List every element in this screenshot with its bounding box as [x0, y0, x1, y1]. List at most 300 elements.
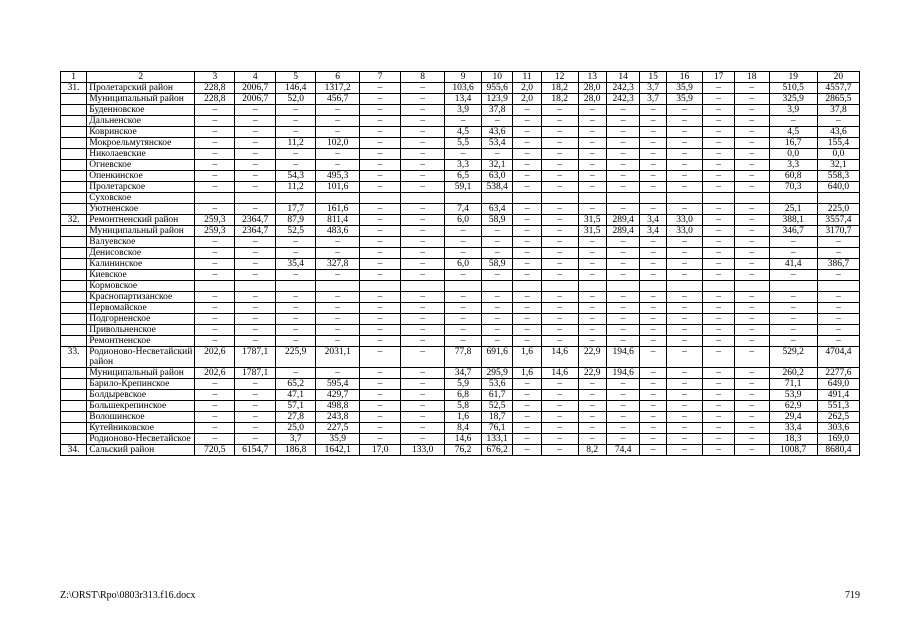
- row-name: Родионово-Несветайское: [87, 434, 195, 445]
- table-cell: –: [541, 226, 578, 237]
- row-number: [61, 368, 87, 379]
- table-cell: 186,8: [276, 445, 316, 456]
- table-cell: –: [481, 270, 512, 281]
- table-cell: –: [640, 138, 666, 149]
- row-number: 34.: [61, 445, 87, 456]
- table-cell: –: [235, 390, 276, 401]
- table-cell: –: [703, 412, 734, 423]
- table-cell: –: [666, 445, 703, 456]
- table-cell: –: [703, 325, 734, 336]
- table-cell: –: [606, 401, 640, 412]
- table-cell: [817, 193, 859, 204]
- table-cell: 1317,2: [316, 83, 360, 94]
- table-cell: –: [666, 292, 703, 303]
- row-number: [61, 292, 87, 303]
- table-cell: –: [703, 215, 734, 226]
- table-cell: –: [541, 138, 578, 149]
- table-cell: [360, 281, 401, 292]
- row-name: Привольненское: [87, 325, 195, 336]
- table-row: [61, 160, 860, 171]
- row-name: Суховское: [87, 193, 195, 204]
- data-table: [60, 71, 860, 456]
- column-header: 11: [513, 72, 541, 83]
- row-number: [61, 401, 87, 412]
- table-cell: –: [734, 127, 769, 138]
- table-cell: –: [401, 204, 445, 215]
- table-cell: –: [195, 292, 235, 303]
- table-cell: –: [235, 116, 276, 127]
- table-row: [61, 336, 860, 347]
- table-cell: 0,0: [817, 149, 859, 160]
- table-cell: [445, 193, 482, 204]
- table-cell: –: [541, 149, 578, 160]
- table-cell: –: [769, 116, 817, 127]
- table-cell: [481, 281, 512, 292]
- column-header: 19: [769, 72, 817, 83]
- table-cell: –: [195, 423, 235, 434]
- row-name: Большекрепинское: [87, 401, 195, 412]
- table-cell: –: [666, 204, 703, 215]
- table-cell: 1,6: [513, 347, 541, 368]
- column-header: 15: [640, 72, 666, 83]
- table-cell: –: [606, 160, 640, 171]
- table-cell: –: [401, 215, 445, 226]
- table-cell: 3,3: [445, 160, 482, 171]
- table-cell: 11,2: [276, 182, 316, 193]
- table-cell: 53,6: [481, 379, 512, 390]
- table-cell: 63,0: [481, 171, 512, 182]
- table-cell: –: [640, 325, 666, 336]
- table-cell: 2364,7: [235, 215, 276, 226]
- row-number: [61, 423, 87, 434]
- row-name: Подгорненское: [87, 314, 195, 325]
- table-cell: –: [703, 423, 734, 434]
- table-cell: 53,4: [481, 138, 512, 149]
- header-row: [61, 72, 860, 83]
- table-cell: –: [541, 215, 578, 226]
- table-row: [61, 434, 860, 445]
- table-cell: 35,9: [666, 83, 703, 94]
- table-cell: –: [513, 226, 541, 237]
- table-cell: –: [666, 138, 703, 149]
- table-row: [61, 105, 860, 116]
- table-cell: –: [360, 325, 401, 336]
- table-cell: –: [703, 303, 734, 314]
- table-cell: 242,3: [606, 83, 640, 94]
- table-cell: –: [640, 336, 666, 347]
- table-cell: [541, 193, 578, 204]
- table-cell: 483,6: [316, 226, 360, 237]
- table-cell: –: [360, 401, 401, 412]
- table-cell: 102,0: [316, 138, 360, 149]
- table-row: [61, 259, 860, 270]
- table-cell: –: [360, 204, 401, 215]
- table-cell: –: [703, 83, 734, 94]
- table-cell: 194,6: [606, 368, 640, 379]
- table-cell: –: [578, 336, 606, 347]
- table-cell: –: [276, 270, 316, 281]
- table-cell: –: [401, 171, 445, 182]
- column-header: 8: [401, 72, 445, 83]
- table-cell: –: [235, 379, 276, 390]
- table-cell: –: [734, 347, 769, 368]
- table-cell: –: [401, 138, 445, 149]
- table-cell: 7,4: [445, 204, 482, 215]
- row-number: [61, 204, 87, 215]
- table-cell: –: [360, 336, 401, 347]
- table-cell: –: [316, 325, 360, 336]
- table-cell: 37,8: [481, 105, 512, 116]
- table-cell: –: [734, 160, 769, 171]
- table-cell: –: [734, 171, 769, 182]
- table-cell: –: [401, 368, 445, 379]
- table-cell: 194,6: [606, 347, 640, 368]
- row-name: Мокроельмутянское: [87, 138, 195, 149]
- row-name: Барило-Крепинское: [87, 379, 195, 390]
- table-cell: –: [703, 138, 734, 149]
- table-row: [61, 171, 860, 182]
- table-cell: –: [606, 292, 640, 303]
- table-cell: –: [666, 259, 703, 270]
- table-cell: 25,1: [769, 204, 817, 215]
- row-name: Дальненское: [87, 116, 195, 127]
- table-cell: –: [195, 303, 235, 314]
- table-cell: –: [401, 160, 445, 171]
- table-cell: –: [513, 215, 541, 226]
- row-number: [61, 138, 87, 149]
- table-cell: –: [769, 303, 817, 314]
- table-cell: 3,7: [276, 434, 316, 445]
- table-cell: –: [360, 83, 401, 94]
- table-cell: –: [640, 434, 666, 445]
- row-name: Первомайское: [87, 303, 195, 314]
- table-cell: 14,6: [445, 434, 482, 445]
- table-cell: –: [606, 314, 640, 325]
- table-row: [61, 379, 860, 390]
- table-cell: –: [703, 116, 734, 127]
- table-cell: –: [666, 182, 703, 193]
- table-cell: 429,7: [316, 390, 360, 401]
- row-name: Болдыревское: [87, 390, 195, 401]
- table-cell: –: [513, 270, 541, 281]
- table-cell: –: [360, 423, 401, 434]
- row-number: [61, 226, 87, 237]
- table-cell: –: [703, 347, 734, 368]
- table-cell: –: [513, 171, 541, 182]
- table-cell: –: [195, 149, 235, 160]
- table-cell: [734, 193, 769, 204]
- table-cell: 34,7: [445, 368, 482, 379]
- table-cell: –: [703, 270, 734, 281]
- table-cell: 57,1: [276, 401, 316, 412]
- table-cell: [703, 193, 734, 204]
- table-cell: –: [276, 336, 316, 347]
- table-cell: 6,5: [445, 171, 482, 182]
- table-cell: –: [316, 237, 360, 248]
- table-cell: 0,0: [769, 149, 817, 160]
- table-cell: –: [578, 259, 606, 270]
- table-cell: –: [541, 292, 578, 303]
- table-cell: 4,5: [445, 127, 482, 138]
- table-cell: –: [703, 237, 734, 248]
- table-cell: –: [360, 105, 401, 116]
- table-cell: 52,5: [276, 226, 316, 237]
- table-cell: –: [703, 390, 734, 401]
- row-number: [61, 390, 87, 401]
- table-cell: –: [578, 270, 606, 281]
- table-cell: –: [195, 270, 235, 281]
- table-cell: [360, 193, 401, 204]
- table-cell: –: [401, 270, 445, 281]
- row-name: Валуевское: [87, 237, 195, 248]
- table-cell: 77,8: [445, 347, 482, 368]
- table-cell: –: [276, 127, 316, 138]
- table-cell: –: [541, 445, 578, 456]
- table-cell: –: [640, 127, 666, 138]
- table-cell: 1642,1: [316, 445, 360, 456]
- table-cell: –: [360, 270, 401, 281]
- table-cell: 3,4: [640, 226, 666, 237]
- table-cell: –: [513, 116, 541, 127]
- table-cell: –: [513, 401, 541, 412]
- table-cell: 558,3: [817, 171, 859, 182]
- table-cell: 60,8: [769, 171, 817, 182]
- table-cell: –: [513, 434, 541, 445]
- table-cell: –: [578, 116, 606, 127]
- table-row: [61, 314, 860, 325]
- table-cell: –: [734, 83, 769, 94]
- table-cell: –: [401, 347, 445, 368]
- column-header: 7: [360, 72, 401, 83]
- table-cell: –: [276, 368, 316, 379]
- table-cell: 3,9: [445, 105, 482, 116]
- row-number: [61, 434, 87, 445]
- table-cell: 202,6: [195, 368, 235, 379]
- table-row: [61, 423, 860, 434]
- table-cell: –: [541, 171, 578, 182]
- table-row: [61, 325, 860, 336]
- table-cell: –: [541, 434, 578, 445]
- table-cell: –: [734, 445, 769, 456]
- row-name: Уютненское: [87, 204, 195, 215]
- table-cell: 18,3: [769, 434, 817, 445]
- table-cell: –: [734, 379, 769, 390]
- row-name: Пролетарское: [87, 182, 195, 193]
- table-cell: –: [360, 368, 401, 379]
- column-header: 4: [235, 72, 276, 83]
- table-cell: 260,2: [769, 368, 817, 379]
- table-cell: –: [817, 248, 859, 259]
- table-cell: 6154,7: [235, 445, 276, 456]
- table-cell: 2364,7: [235, 226, 276, 237]
- table-cell: –: [578, 303, 606, 314]
- table-cell: 37,8: [817, 105, 859, 116]
- row-name: Киевское: [87, 270, 195, 281]
- column-header: 6: [316, 72, 360, 83]
- table-cell: –: [276, 314, 316, 325]
- table-cell: –: [401, 116, 445, 127]
- table-cell: –: [445, 336, 482, 347]
- table-cell: –: [734, 325, 769, 336]
- table-cell: –: [195, 160, 235, 171]
- table-cell: –: [316, 160, 360, 171]
- column-header: 3: [195, 72, 235, 83]
- row-name: Краснопартизанское: [87, 292, 195, 303]
- table-cell: –: [235, 149, 276, 160]
- table-cell: –: [513, 445, 541, 456]
- table-cell: 1,6: [513, 368, 541, 379]
- table-cell: 62,9: [769, 401, 817, 412]
- table-cell: –: [769, 314, 817, 325]
- row-name: Кормовское: [87, 281, 195, 292]
- table-cell: –: [578, 325, 606, 336]
- table-cell: –: [734, 149, 769, 160]
- table-cell: –: [360, 434, 401, 445]
- row-name: Ковринское: [87, 127, 195, 138]
- table-cell: 35,4: [276, 259, 316, 270]
- table-cell: –: [640, 314, 666, 325]
- table-cell: [445, 281, 482, 292]
- table-cell: –: [734, 116, 769, 127]
- table-cell: [541, 281, 578, 292]
- table-cell: –: [703, 445, 734, 456]
- table-cell: –: [666, 434, 703, 445]
- table-cell: 8680,4: [817, 445, 859, 456]
- table-cell: –: [734, 94, 769, 105]
- table-cell: –: [445, 237, 482, 248]
- table-cell: –: [640, 248, 666, 259]
- row-name: Сальский район: [87, 445, 195, 456]
- table-row: [61, 116, 860, 127]
- table-cell: –: [703, 379, 734, 390]
- table-cell: –: [316, 270, 360, 281]
- row-number: [61, 160, 87, 171]
- table-cell: –: [195, 248, 235, 259]
- table-cell: –: [734, 248, 769, 259]
- table-row: [61, 401, 860, 412]
- table-cell: –: [734, 105, 769, 116]
- table-cell: –: [445, 325, 482, 336]
- table-cell: –: [606, 390, 640, 401]
- row-name: Калининское: [87, 259, 195, 270]
- table-cell: –: [360, 347, 401, 368]
- table-cell: –: [195, 390, 235, 401]
- row-number: [61, 171, 87, 182]
- row-number: [61, 379, 87, 390]
- table-cell: 495,3: [316, 171, 360, 182]
- table-cell: –: [276, 116, 316, 127]
- table-cell: –: [606, 116, 640, 127]
- table-cell: 289,4: [606, 215, 640, 226]
- table-cell: 510,5: [769, 83, 817, 94]
- table-cell: –: [235, 336, 276, 347]
- table-cell: –: [235, 259, 276, 270]
- table-cell: 2,0: [513, 94, 541, 105]
- table-cell: 4,5: [769, 127, 817, 138]
- table-cell: 32,1: [481, 160, 512, 171]
- table-cell: [316, 281, 360, 292]
- table-cell: 5,8: [445, 401, 482, 412]
- table-cell: –: [606, 237, 640, 248]
- table-cell: 25,0: [276, 423, 316, 434]
- table-cell: –: [734, 259, 769, 270]
- table-cell: –: [235, 434, 276, 445]
- table-cell: 498,8: [316, 401, 360, 412]
- table-cell: 456,7: [316, 94, 360, 105]
- table-cell: –: [481, 303, 512, 314]
- table-cell: –: [235, 423, 276, 434]
- table-cell: 32,1: [817, 160, 859, 171]
- table-cell: –: [703, 204, 734, 215]
- table-cell: –: [360, 127, 401, 138]
- table-cell: [401, 193, 445, 204]
- table-cell: 3,7: [640, 94, 666, 105]
- table-cell: 228,8: [195, 94, 235, 105]
- table-cell: 161,6: [316, 204, 360, 215]
- table-cell: [401, 281, 445, 292]
- table-cell: 58,9: [481, 215, 512, 226]
- table-cell: –: [817, 336, 859, 347]
- row-name: Муниципальный район: [87, 94, 195, 105]
- table-cell: –: [513, 292, 541, 303]
- table-cell: –: [445, 226, 482, 237]
- table-row: [61, 303, 860, 314]
- table-cell: –: [316, 127, 360, 138]
- table-cell: 295,9: [481, 368, 512, 379]
- table-cell: 33,0: [666, 226, 703, 237]
- table-cell: 1008,7: [769, 445, 817, 456]
- table-cell: 35,9: [316, 434, 360, 445]
- column-header: 5: [276, 72, 316, 83]
- table-cell: –: [360, 292, 401, 303]
- table-cell: –: [640, 259, 666, 270]
- table-cell: –: [578, 237, 606, 248]
- table-cell: –: [666, 390, 703, 401]
- table-cell: –: [606, 412, 640, 423]
- table-cell: –: [666, 423, 703, 434]
- table-cell: –: [360, 171, 401, 182]
- table-cell: –: [360, 237, 401, 248]
- table-cell: –: [817, 270, 859, 281]
- table-cell: –: [401, 325, 445, 336]
- column-header: 9: [445, 72, 482, 83]
- table-cell: –: [541, 401, 578, 412]
- table-cell: –: [360, 149, 401, 160]
- table-cell: –: [734, 226, 769, 237]
- table-cell: –: [541, 379, 578, 390]
- table-cell: –: [734, 292, 769, 303]
- table-cell: –: [640, 401, 666, 412]
- table-cell: –: [235, 270, 276, 281]
- table-cell: –: [195, 434, 235, 445]
- table-cell: –: [640, 379, 666, 390]
- table-cell: –: [734, 336, 769, 347]
- table-row: [61, 94, 860, 105]
- table-cell: 303,6: [817, 423, 859, 434]
- table-cell: –: [195, 171, 235, 182]
- table-cell: –: [817, 325, 859, 336]
- column-header: 12: [541, 72, 578, 83]
- table-cell: 43,6: [817, 127, 859, 138]
- table-cell: –: [578, 248, 606, 259]
- table-cell: –: [401, 182, 445, 193]
- table-cell: 18,2: [541, 94, 578, 105]
- row-number: [61, 325, 87, 336]
- column-header: 1: [61, 72, 87, 83]
- table-cell: –: [195, 259, 235, 270]
- table-cell: –: [640, 182, 666, 193]
- table-cell: –: [401, 379, 445, 390]
